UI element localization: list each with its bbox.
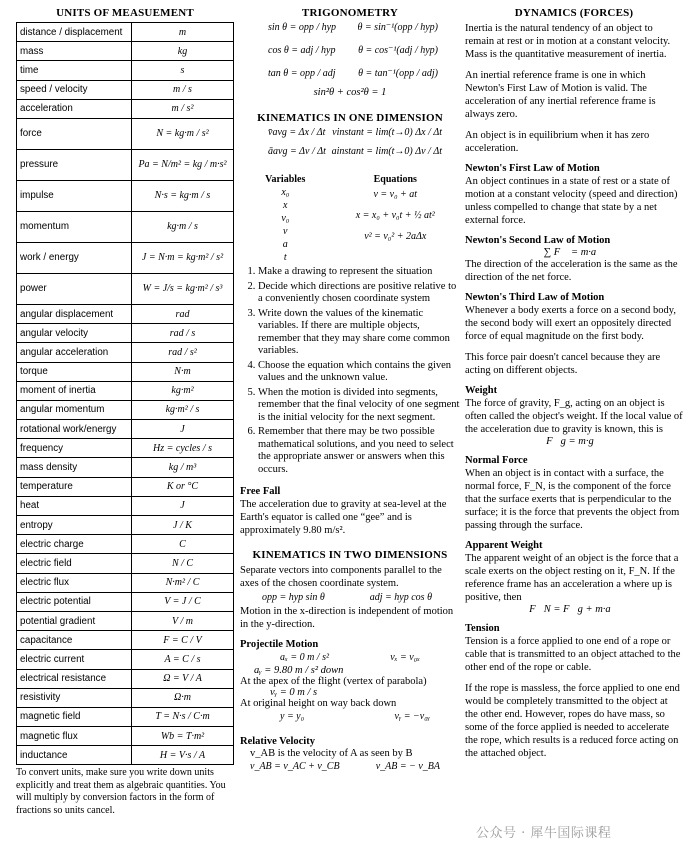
proj-ay: aᵧ = 9.80 m / s² down xyxy=(254,665,344,676)
var-item: a xyxy=(282,239,288,250)
units-unit: kg·m / s xyxy=(132,211,234,242)
units-unit: rad xyxy=(132,304,234,323)
units-row xyxy=(17,727,234,746)
step-item: 1. Make a drawing to represent the situation xyxy=(258,266,460,279)
relvel-text: v_AB is the velocity of A as seen by B xyxy=(250,748,413,759)
kin2d-title: KINEMATICS IN TWO DIMENSIONS xyxy=(252,549,448,561)
units-quantity: speed / velocity xyxy=(17,80,132,99)
units-quantity: mass xyxy=(17,42,132,61)
units-unit: N·m xyxy=(132,362,234,381)
units-unit: Wb = T·m² xyxy=(132,727,234,746)
weight-eq: F⃗g = m·g⃗ xyxy=(546,436,602,447)
apparent-eq: F⃗N = F⃗g + m·a⃗ xyxy=(529,604,619,615)
kin1d-vars-header: Variables xyxy=(265,174,306,185)
units-quantity: moment of inertia xyxy=(17,381,132,400)
dyn-equilibrium: An object is in equilibrium when it has zero acceleration. xyxy=(465,130,650,154)
kin1d-steps xyxy=(240,266,460,476)
apparent-title: Apparent Weight xyxy=(465,540,543,551)
units-row xyxy=(17,535,234,554)
trig-tan: tan θ = opp / adj xyxy=(268,68,336,79)
units-quantity: temperature xyxy=(17,477,132,496)
newton3-title: Newton's Third Law of Motion xyxy=(465,292,605,303)
trig-cos: cos θ = adj / hyp xyxy=(268,45,336,56)
freefall-title: Free Fall xyxy=(240,486,281,497)
units-row xyxy=(17,516,234,535)
step-item: 4. Choose the equation which contains the given values and the unknown value. xyxy=(258,360,460,385)
units-unit: rad / s xyxy=(132,324,234,343)
relvel-title: Relative Velocity xyxy=(240,736,315,747)
units-quantity: mass density xyxy=(17,458,132,477)
units-quantity: torque xyxy=(17,362,132,381)
normal-title: Normal Force xyxy=(465,455,528,466)
trig-acos: θ = cos⁻¹(adj / hyp) xyxy=(358,45,438,56)
units-unit: A = C / s xyxy=(132,650,234,669)
projectile-title: Projectile Motion xyxy=(240,639,319,650)
units-quantity: electric field xyxy=(17,554,132,573)
units-row xyxy=(17,707,234,726)
kin1d-ainst: ainstant = lim(t→0) Δv / Δt xyxy=(331,146,442,157)
units-row xyxy=(17,273,234,304)
proj-y: y = y₀ xyxy=(280,711,305,722)
tension-text-2: If the rope is massless, the force applied to one end would be completely transmitted to the object at the other end. However, ropes do have mass, so some of the force applied is needed to accelerate the rope, which results is a reduced force acting on the attached object. xyxy=(465,683,680,759)
units-row xyxy=(17,362,234,381)
units-unit: J / K xyxy=(132,516,234,535)
eq-item: v = v₀ + at xyxy=(373,189,418,200)
units-quantity: acceleration xyxy=(17,99,132,118)
kin2d-components xyxy=(240,592,460,603)
proj-return-row xyxy=(240,711,460,722)
units-unit: K or °C xyxy=(132,477,234,496)
units-row xyxy=(17,343,234,362)
units-unit: J = N·m = kg·m² / s² xyxy=(132,242,234,273)
proj-orig: At original height on way back down xyxy=(240,698,397,709)
units-quantity: angular velocity xyxy=(17,324,132,343)
units-title: UNITS OF MEASUEMENT xyxy=(56,7,194,19)
units-column xyxy=(16,0,234,817)
units-quantity: frequency xyxy=(17,439,132,458)
dyn-inertia: Inertia is the natural tendency of an object to remain at rest or in motion at a constant velocity. Mass is the quantitative measurement of inertia. xyxy=(465,23,671,60)
units-row xyxy=(17,669,234,688)
units-unit: kg / m³ xyxy=(132,458,234,477)
units-row xyxy=(17,324,234,343)
units-unit: Pa = N/m² = kg / m·s² xyxy=(132,149,234,180)
relvel-eq2: v_AB = − v_BA xyxy=(375,761,440,772)
units-row xyxy=(17,592,234,611)
units-quantity: electric flux xyxy=(17,573,132,592)
units-quantity: angular momentum xyxy=(17,400,132,419)
kin1d-v-row xyxy=(240,127,460,138)
proj-vy: vᵧ = −v₀ᵧ xyxy=(394,711,430,722)
weight-text: The force of gravity, F_g, acting on an object is often called the object's weight. If the local value of the acceleration due to gravity is known, this is xyxy=(465,398,683,435)
units-row xyxy=(17,650,234,669)
newton1-text: An object continues in a state of rest or a state of motion at a constant velocity (speed and direction) unless compelled to change that state by a net external force. xyxy=(465,176,678,226)
step-item: 6. Remember that there may be two possible mathematical solutions, and you need to select the appropriate answer or answers when this occurs. xyxy=(258,426,460,476)
units-row xyxy=(17,611,234,630)
units-row xyxy=(17,118,234,149)
kin1d-equations xyxy=(356,173,435,264)
units-unit: T = N·s / C·m xyxy=(132,707,234,726)
apparent-text: The apparent weight of an object is the force that a scale exerts on the object resting on it, F_N. If the reference frame has an acceleration a where up is positive, then xyxy=(465,553,679,603)
kin1d-eqs-header: Equations xyxy=(373,174,417,185)
units-unit: F = C / V xyxy=(132,631,234,650)
units-row xyxy=(17,420,234,439)
units-note: To convert units, make sure you write down units explicitly and treat them as algebraic quantities. You will multiply by conversion factors in the form of fractions so units cancel. xyxy=(16,767,226,816)
newton2-eq: ∑ F⃗ = m·a⃗ xyxy=(543,247,605,258)
units-row xyxy=(17,242,234,273)
proj-apex: At the apex of the flight (vertex of parabola) xyxy=(240,676,427,687)
dyn-title: DYNAMICS (FORCES) xyxy=(514,7,634,19)
units-quantity: electric potential xyxy=(17,592,132,611)
tension-title: Tension xyxy=(465,623,500,634)
freefall-text: The acceleration due to gravity at sea-level at the Earth's equator is called one “gee” and is approximately 9.80 m/s². xyxy=(240,499,447,536)
trig-title: TRIGONOMETRY xyxy=(301,7,399,19)
units-row xyxy=(17,573,234,592)
kin1d-vavg: v̄avg = Δx / Δt xyxy=(268,127,326,138)
units-quantity: potential gradient xyxy=(17,611,132,630)
units-unit: kg·m² / s xyxy=(132,400,234,419)
units-row xyxy=(17,99,234,118)
tension-text-1: Tension is a force applied to one end of a rope or cable that is transmitted to an object attached to the other end of the rope or cable. xyxy=(465,636,681,673)
kin1d-a-row xyxy=(240,140,460,157)
units-quantity: distance / displacement xyxy=(17,23,132,42)
var-item: t xyxy=(283,252,287,263)
units-unit: Ω = V / A xyxy=(132,669,234,688)
units-quantity: momentum xyxy=(17,211,132,242)
units-quantity: electric charge xyxy=(17,535,132,554)
kin2d-adj: adj = hyp cos θ xyxy=(369,592,432,603)
units-unit: s xyxy=(132,61,234,80)
units-quantity: work / energy xyxy=(17,242,132,273)
trig-tan-row xyxy=(240,58,460,79)
units-unit: Ω·m xyxy=(132,688,234,707)
newton2-text: The direction of the acceleration is the same as the direction of the net force. xyxy=(465,259,678,283)
units-quantity: electrical resistance xyxy=(17,669,132,688)
units-quantity: angular displacement xyxy=(17,304,132,323)
var-item: x₀ xyxy=(281,187,290,198)
units-row xyxy=(17,180,234,211)
newton1-title: Newton's First Law of Motion xyxy=(465,163,600,174)
dynamics-column xyxy=(465,0,683,768)
units-row xyxy=(17,631,234,650)
units-unit: kg·m² xyxy=(132,381,234,400)
newton3-note: This force pair doesn't cancel because they are acting on different objects. xyxy=(465,352,661,376)
relvel-eq1: v_AB = v_AC + v_CB xyxy=(250,761,340,772)
dyn-frame: An inertial reference frame is one in which Newton's First Law of Motion is valid. The acceleration of any inertial reference frame is always zero. xyxy=(465,70,656,120)
units-quantity: entropy xyxy=(17,516,132,535)
units-row xyxy=(17,42,234,61)
kin1d-vinst: vinstant = lim(t→0) Δx / Δt xyxy=(332,127,442,138)
units-unit: m xyxy=(132,23,234,42)
kin2d-opp: opp = hyp sin θ xyxy=(262,592,325,603)
units-unit: N / C xyxy=(132,554,234,573)
normal-text: When an object is in contact with a surface, the normal force, F_N, is the component of the force that the surface exerts that is perpendicular to the surface; it is the force that prevents the object from passing through the surface. xyxy=(465,468,680,531)
units-row xyxy=(17,400,234,419)
units-unit: kg xyxy=(132,42,234,61)
newton2-title: Newton's Second Law of Motion xyxy=(465,235,611,246)
units-row xyxy=(17,211,234,242)
units-unit: H = V·s / A xyxy=(132,746,234,765)
units-row xyxy=(17,80,234,99)
units-unit: N = kg·m / s² xyxy=(132,118,234,149)
units-quantity: resistivity xyxy=(17,688,132,707)
kin1d-title: KINEMATICS IN ONE DIMENSION xyxy=(257,112,443,124)
units-quantity: magnetic flux xyxy=(17,727,132,746)
step-item: 5. When the motion is divided into segments, remember that the final velocity of one segment is the initial velocity for the next segment. xyxy=(258,387,460,425)
kin2d-intro: Separate vectors into components parallel to the axes of the chosen coordinate system. xyxy=(240,565,442,589)
units-unit: rad / s² xyxy=(132,343,234,362)
units-table xyxy=(16,22,234,765)
units-unit: m / s² xyxy=(132,99,234,118)
units-unit: N·s = kg·m / s xyxy=(132,180,234,211)
units-quantity: impulse xyxy=(17,180,132,211)
units-quantity: heat xyxy=(17,496,132,515)
units-row xyxy=(17,381,234,400)
units-row xyxy=(17,554,234,573)
units-quantity: pressure xyxy=(17,149,132,180)
units-unit: m / s xyxy=(132,80,234,99)
units-row xyxy=(17,61,234,80)
units-row xyxy=(17,304,234,323)
units-unit: V = J / C xyxy=(132,592,234,611)
units-unit: J xyxy=(132,420,234,439)
units-unit: Hz = cycles / s xyxy=(132,439,234,458)
units-unit: J xyxy=(132,496,234,515)
kin1d-vars-eqs xyxy=(240,173,460,264)
trig-atan: θ = tan⁻¹(opp / adj) xyxy=(358,68,438,79)
units-row xyxy=(17,477,234,496)
units-row xyxy=(17,688,234,707)
units-quantity: time xyxy=(17,61,132,80)
newton3-text: Whenever a body exerts a force on a second body, the second body will exert an oppositely directed force of equal magnitude on the first body. xyxy=(465,305,676,342)
trig-identity: sin²θ + cos²θ = 1 xyxy=(313,87,387,98)
trig-sin: sin θ = opp / hyp xyxy=(268,22,337,33)
weight-title: Weight xyxy=(465,385,498,396)
units-quantity: magnetic field xyxy=(17,707,132,726)
units-unit: N·m² / C xyxy=(132,573,234,592)
kin1d-variables xyxy=(265,173,305,264)
relvel-eq-row xyxy=(240,761,460,772)
proj-x-row xyxy=(240,652,460,663)
units-quantity: inductance xyxy=(17,746,132,765)
step-item: 2. Decide which directions are positive relative to a conveniently chosen coordinate system xyxy=(258,281,460,306)
watermark: 公众号 · 犀牛国际课程 xyxy=(476,826,612,841)
eq-item: x = x₀ + v₀t + ½ at² xyxy=(355,210,435,221)
proj-vy0: vᵧ = 0 m / s xyxy=(270,687,318,698)
units-quantity: capacitance xyxy=(17,631,132,650)
units-quantity: force xyxy=(17,118,132,149)
proj-vx: vₓ = v₀ₓ xyxy=(390,652,420,663)
units-row xyxy=(17,439,234,458)
units-unit: W = J/s = kg·m² / s³ xyxy=(132,273,234,304)
kin2d-motion: Motion in the x-direction is independent of motion in the y-direction. xyxy=(240,606,454,630)
eq-item: v² = v₀² + 2aΔx xyxy=(364,231,427,242)
units-quantity: power xyxy=(17,273,132,304)
units-row xyxy=(17,23,234,42)
trig-cos-row xyxy=(240,35,460,56)
trig-sin-row xyxy=(240,22,460,33)
units-quantity: rotational work/energy xyxy=(17,420,132,439)
units-row xyxy=(17,149,234,180)
trig-asin: θ = sin⁻¹(opp / hyp) xyxy=(357,22,438,33)
kinematics-column xyxy=(240,0,460,774)
var-item: v xyxy=(283,226,288,237)
units-row xyxy=(17,496,234,515)
units-row xyxy=(17,746,234,765)
units-quantity: electric current xyxy=(17,650,132,669)
step-item: 3. Write down the values of the kinematic variables. If there are multiple objects, remember that they may share come common variables. xyxy=(258,308,460,358)
var-item: x xyxy=(283,200,288,211)
var-item: v₀ xyxy=(281,213,290,224)
units-unit: V / m xyxy=(132,611,234,630)
units-row xyxy=(17,458,234,477)
units-quantity: angular acceleration xyxy=(17,343,132,362)
units-unit: C xyxy=(132,535,234,554)
kin1d-aavg: āavg = Δv / Δt xyxy=(268,146,326,157)
proj-ax: aₓ = 0 m / s² xyxy=(280,652,329,663)
